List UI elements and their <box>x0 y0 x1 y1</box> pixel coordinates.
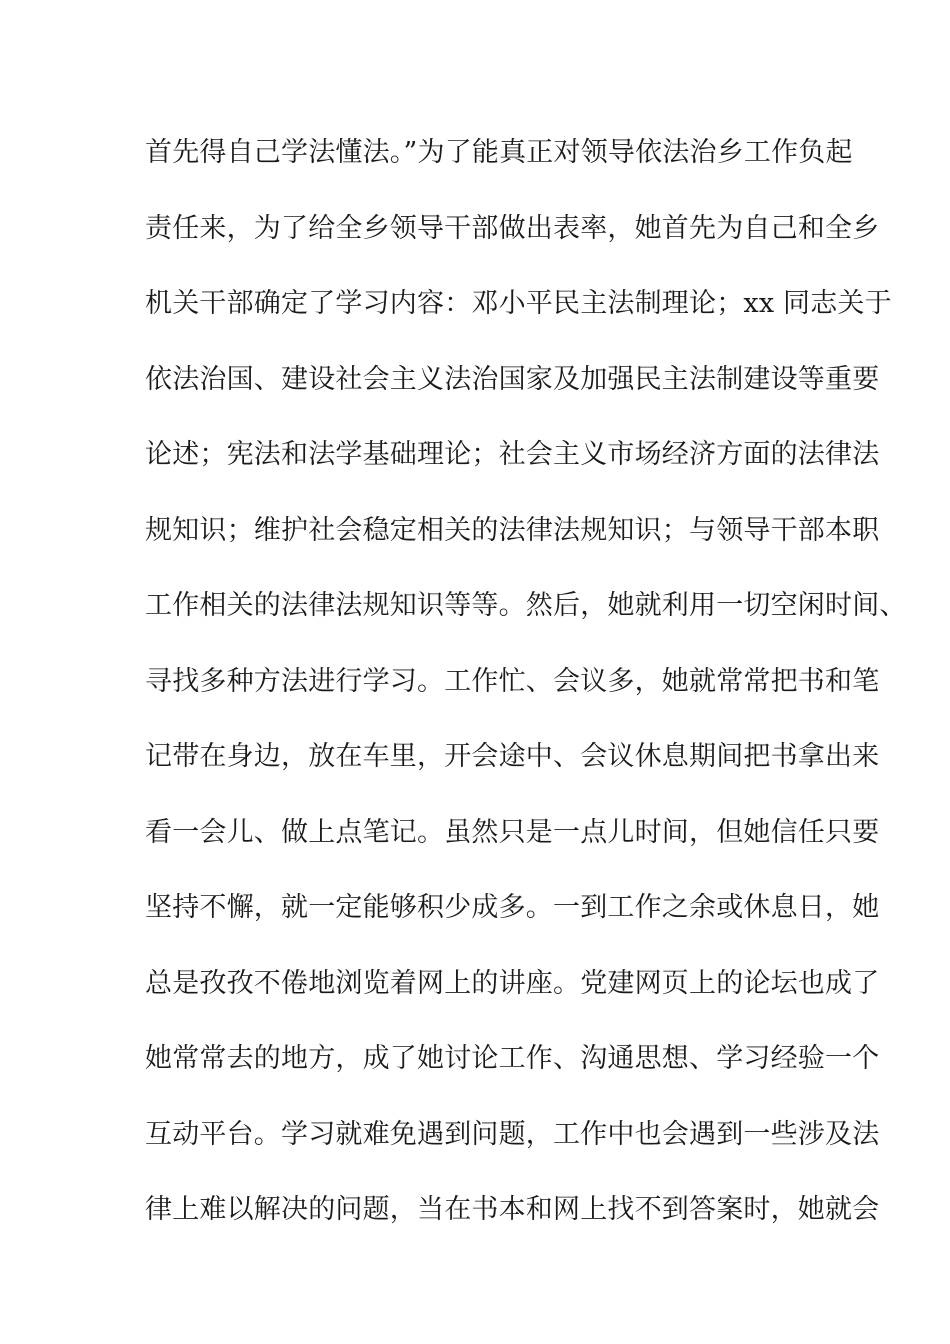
text-line-4: 依法治国、建设社会主义法治国家及加强民主法制建设等重要 <box>145 363 880 395</box>
text-line-8: 寻找多种方法进行学习。工作忙、会议多，她就常常把书和笔 <box>145 665 880 697</box>
body-paragraph <box>145 133 907 1266</box>
text-line-13: 她常常去的地方，成了她讨论工作、沟通思想、学习经验一个 <box>145 1043 880 1074</box>
text-line-15: 律上难以解决的问题，当在书本和网上找不到答案时，她就会 <box>145 1194 880 1225</box>
text-line-12: 总是孜孜不倦地浏览着网上的讲座。党建网页上的论坛也成了 <box>145 967 880 999</box>
text-line-1: 首先得自己学法懂法。”为了能真正对领导依法治乡工作负起 <box>145 137 853 168</box>
text-line-2: 责任来，为了给全乡领导干部做出表率，她首先为自己和全乡 <box>145 212 880 244</box>
text-line-6: 规知识；维护社会稳定相关的法律法规知识；与领导干部本职 <box>145 514 880 546</box>
text-line-10: 看一会儿、做上点笔记。虽然只是一点儿时间，但她信任只要 <box>145 816 880 848</box>
text-line-9: 记带在身边，放在车里，开会途中、会议休息期间把书拿出来 <box>145 741 880 772</box>
text-line-3: 机关干部确定了学习内容：邓小平民主法制理论；xx 同志关于 <box>145 288 892 319</box>
text-line-7: 工作相关的法律法规知识等等。然后，她就利用一切空闲时间、 <box>145 590 907 621</box>
text-line-14: 互动平台。学习就难免遇到问题，工作中也会遇到一些涉及法 <box>145 1118 880 1150</box>
text-line-5: 论述；宪法和法学基础理论；社会主义市场经济方面的法律法 <box>145 439 880 470</box>
text-line-11: 坚持不懈，就一定能够积少成多。一到工作之余或休息日，她 <box>145 892 880 923</box>
